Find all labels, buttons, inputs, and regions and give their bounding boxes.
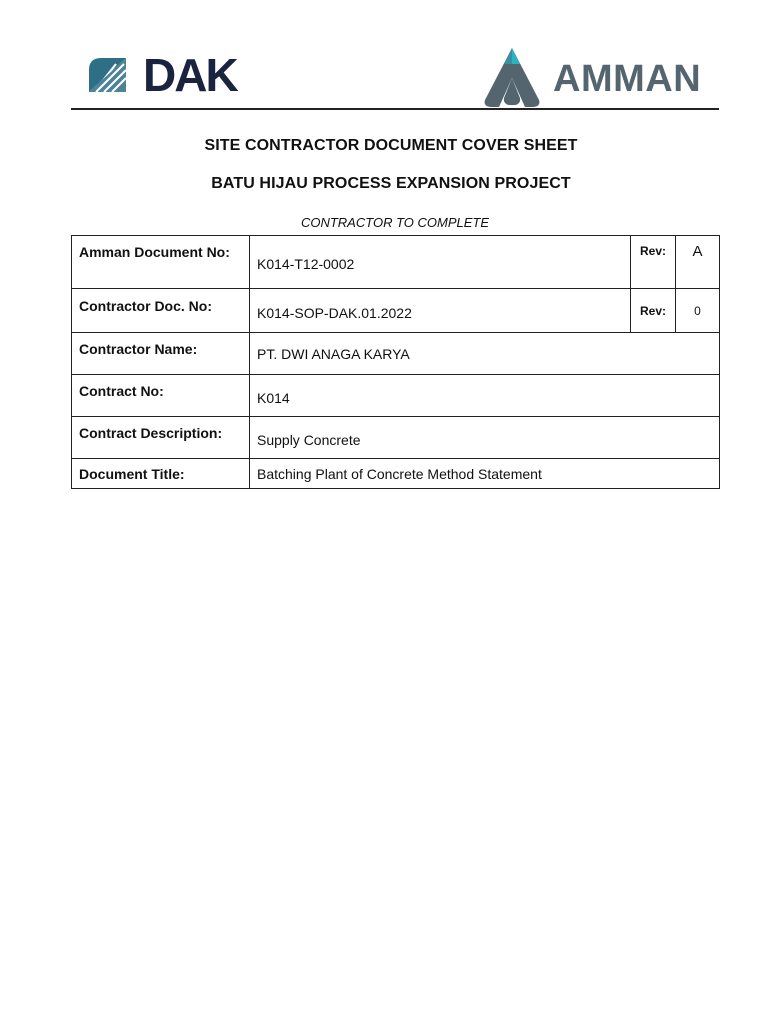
amman-logo-text: AMMAN xyxy=(553,58,702,100)
header-divider xyxy=(71,108,719,110)
rev-label: Rev: xyxy=(631,236,676,289)
table-row xyxy=(72,236,720,289)
contract-description-value: Supply Concrete xyxy=(250,417,720,459)
table-row xyxy=(72,375,720,417)
amman-document-no-label: Amman Document No: xyxy=(72,236,250,289)
table-row xyxy=(72,289,720,333)
amman-logo xyxy=(481,44,721,110)
amman-document-no-value: K014-T12-0002 xyxy=(250,236,631,289)
table-row xyxy=(72,459,720,489)
contractor-name-value: PT. DWI ANAGA KARYA xyxy=(250,333,720,375)
table-row xyxy=(72,417,720,459)
contract-no-value: K014 xyxy=(250,375,720,417)
table-row xyxy=(72,333,720,375)
instruction-subtitle: CONTRACTOR TO COMPLETE xyxy=(300,215,490,230)
amman-mountain-icon xyxy=(481,44,543,110)
page-title: SITE CONTRACTOR DOCUMENT COVER SHEET xyxy=(204,137,578,154)
dak-logo xyxy=(86,49,246,101)
contract-description-label: Contract Description: xyxy=(72,417,250,459)
rev-value: A xyxy=(676,236,720,289)
rev-label: Rev: xyxy=(631,289,676,333)
document-title-value: Batching Plant of Concrete Method Statement xyxy=(250,459,720,489)
project-title: BATU HIJAU PROCESS EXPANSION PROJECT xyxy=(211,175,571,192)
contractor-name-label: Contractor Name: xyxy=(72,333,250,375)
dak-emblem-icon xyxy=(86,52,146,97)
document-title-label: Document Title: xyxy=(72,459,250,489)
cover-sheet-table xyxy=(71,235,720,489)
rev-value: 0 xyxy=(676,289,720,333)
document-header xyxy=(71,40,719,110)
dak-logo-text: DAK xyxy=(143,49,237,101)
contractor-doc-no-value: K014-SOP-DAK.01.2022 xyxy=(250,289,631,333)
contractor-doc-no-label: Contractor Doc. No: xyxy=(72,289,250,333)
contract-no-label: Contract No: xyxy=(72,375,250,417)
